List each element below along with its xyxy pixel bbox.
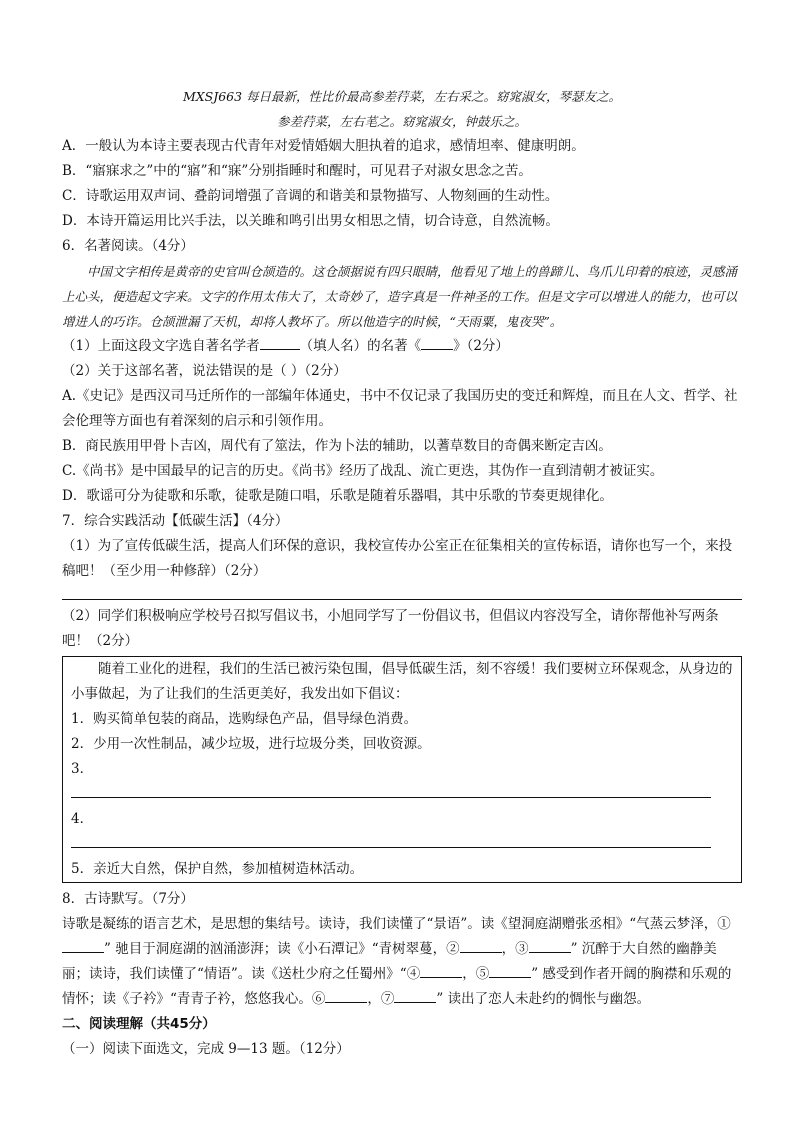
q8-text-3: ，③: [501, 941, 529, 957]
poem-blank-3[interactable]: [529, 938, 571, 953]
q6-sub1-text-a: （1）上面这段文字选自著名学者: [62, 338, 260, 354]
q6-option-a: A.《史记》是西汉司马迁所作的一部编年体通史，书中不仅记录了我国历史的变迁和辉煌，而且在人文、哲学、社会伦理等方面也有着深刻的启示和引领作用。: [62, 388, 738, 429]
q6-title: 6．名著阅读。（4分）: [62, 238, 194, 254]
q6-sub1-text-c: 》（2分）: [453, 338, 509, 354]
q6-sub1: [62, 334, 742, 359]
q8-text-5: ，⑤: [462, 966, 490, 982]
q5-option-a: A．一般认为本诗主要表现古代青年对爱情婚姻大胆执着的追求，感情坦率、健康明朗。: [62, 138, 585, 154]
header-line-1: MXSJ663 每日最新，性比价最高参差荇菜，左右采之。窈窕淑女，琴瑟友之。: [182, 89, 622, 104]
q8-text-7: ，⑦: [367, 991, 395, 1007]
poem-blank-5[interactable]: [489, 963, 531, 978]
proposal-item-3: [71, 757, 733, 807]
q6-sub1-text-b: （填人名）的名著《: [299, 338, 422, 354]
q8-text-6: ” 感受到作者开阔的胸襟和乐观的情怀；读《子衿》“青青子衿，悠悠我心。⑥: [62, 966, 732, 1007]
q6-option-d: D．歌谣可分为徒歌和乐歌，徒歌是随口唱，乐歌是随着乐器唱，其中乐歌的节奏更规律化。: [62, 488, 613, 504]
q8-text-8: ” 读出了恋人未赴约的惆怅与幽怨。: [436, 991, 651, 1007]
q8-text-2: ” 驰目于洞庭湖的汹涌澎湃；读《小石潭记》“青树翠蔓，②: [104, 941, 460, 957]
proposal-item-1: 1．购买简单包装的商品，选购绿色产品，倡导绿色消费。: [71, 711, 418, 727]
proposal-item-4: [71, 807, 733, 857]
slogan-answer-line[interactable]: [62, 598, 742, 600]
q6-option-b: B．商民族用甲骨卜吉凶，周代有了筮法，作为卜法的辅助，以蓍草数目的奇偶来断定吉凶。: [62, 438, 612, 454]
proposal-item-4-blank[interactable]: [71, 833, 711, 848]
q8-title: 8．古诗默写。（7分）: [62, 891, 194, 907]
book-title-blank[interactable]: [421, 335, 453, 350]
q6-sub2: （2）关于这部名著，说法错误的是（ ）（2分）: [62, 363, 347, 379]
q7-sub2: （2）同学们积极响应学校号召拟写倡议书，小旭同学写了一份倡议书，但倡议内容没写全，请你帮他补写两条吧！（2分）: [62, 608, 719, 649]
q8-body: [62, 912, 742, 1012]
section2-sub: （一）阅读下面选文，完成 9—13 题。（12分）: [62, 1041, 350, 1057]
proposal-item-4-label: 4．: [71, 811, 94, 827]
section2-title: 二、阅读理解（共45分）: [62, 1016, 216, 1032]
q5-option-d: D．本诗开篇运用比兴手法，以关雎和鸣引出男女相思之情，切合诗意，自然流畅。: [62, 213, 559, 229]
q7-title: 7．综合实践活动【低碳生活】（4分）: [62, 513, 289, 529]
proposal-item-3-label: 3．: [71, 761, 94, 777]
poem-blank-7[interactable]: [394, 988, 436, 1003]
q7-sub1: （1）为了宣传低碳生活，提高人们环保的意识，我校宣传办公室正在征集相关的宣传标语，请你也写一个，来投稿吧！（至少用一种修辞）（2分）: [62, 538, 733, 579]
poem-blank-4[interactable]: [420, 963, 462, 978]
proposal-box: [62, 656, 742, 883]
exam-page: [62, 84, 742, 1062]
q6-passage: 中国文字相传是黄帝的史官叫仓颉造的。这仓颉据说有四只眼睛，他看见了地上的兽蹄儿、鸟爪儿印着的痕迹，灵感涌上心头，便造起文字来。文字的作用太伟大了，太奇妙了，造字真是一件神圣的工作。但是文字可以增进人的能力，也可以增进人的巧诈。仓颉泄漏了天机，却将人教坏了。所以他造字的时候，“天雨粟，鬼夜哭”。: [62, 264, 738, 329]
q8-text-4: ” 沉醉于大自然的幽静美丽；读诗，我们读懂了“情语”。读《送杜少府之任蜀州》“④: [62, 941, 717, 982]
author-name-blank[interactable]: [260, 335, 300, 350]
poem-blank-6[interactable]: [325, 988, 367, 1003]
q5-option-b: B．“寤寐求之”中的“寤”和“寐”分别指睡时和醒时，可见君子对淑女思念之苦。: [62, 163, 532, 179]
proposal-item-3-blank[interactable]: [71, 783, 711, 798]
header-line-2: 参差荇菜，左右芼之。窈窕淑女，钟鼓乐之。: [276, 114, 527, 129]
q6-option-c: C.《尚书》是中国最早的记言的历史。《尚书》经历了战乱、流亡更迭，其伪作一直到清朝才被证实。: [62, 463, 664, 479]
proposal-item-2: 2．少用一次性制品，减少垃圾，进行垃圾分类，回收资源。: [71, 736, 431, 752]
q8-text-1: 诗歌是凝练的语言艺术，是思想的集结号。读诗，我们读懂了“景语”。读《望洞庭湖赠张丞相》“气蒸云梦泽，①: [62, 916, 731, 932]
poem-blank-1[interactable]: [62, 938, 104, 953]
poem-blank-2[interactable]: [460, 938, 502, 953]
proposal-intro: 随着工业化的进程，我们的生活已被污染包围，倡导低碳生活，刻不容缓！我们要树立环保观念，从身边的小事做起，为了让我们的生活更美好，我发出如下倡议：: [71, 661, 733, 702]
proposal-item-5: 5．亲近大自然，保护自然，参加植树造林活动。: [71, 861, 364, 877]
q5-option-c: C．诗歌运用双声词、叠韵词增强了音调的和谐美和景物描写、人物刻画的生动性。: [62, 188, 559, 204]
